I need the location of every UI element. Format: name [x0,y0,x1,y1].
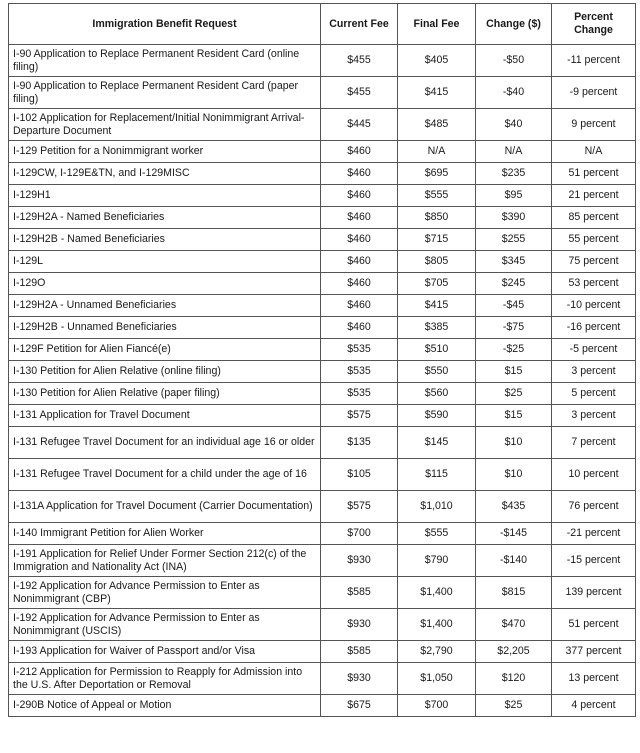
change-cell: -$145 [476,523,552,545]
current-fee-cell: $535 [321,383,398,405]
change-cell: -$140 [476,545,552,577]
benefit-cell: I-129F Petition for Alien Fiancé(e) [9,339,321,361]
table-row [9,229,636,251]
percent-cell: -16 percent [552,317,636,339]
table-row [9,251,636,273]
table-row [9,609,636,641]
benefit-cell: I-102 Application for Replacement/Initial Nonimmigrant Arrival-Departure Document [9,109,321,141]
final-fee-cell: $385 [398,317,476,339]
current-fee-cell: $535 [321,339,398,361]
change-cell: $815 [476,577,552,609]
current-fee-cell: $535 [321,361,398,383]
change-cell: $95 [476,185,552,207]
percent-cell: -10 percent [552,295,636,317]
change-cell: -$45 [476,295,552,317]
change-cell: $390 [476,207,552,229]
change-cell: -$75 [476,317,552,339]
current-fee-cell: $675 [321,695,398,717]
percent-cell: N/A [552,141,636,163]
table-body [9,45,636,717]
change-cell: $25 [476,383,552,405]
final-fee-cell: $590 [398,405,476,427]
percent-cell: 3 percent [552,405,636,427]
benefit-cell: I-129H2A - Named Beneficiaries [9,207,321,229]
final-fee-cell: $850 [398,207,476,229]
final-fee-cell: $560 [398,383,476,405]
benefit-cell: I-129H2B - Unnamed Beneficiaries [9,317,321,339]
benefit-cell: I-129L [9,251,321,273]
benefit-cell: I-192 Application for Advance Permission to Enter as Nonimmigrant (CBP) [9,577,321,609]
percent-cell: -21 percent [552,523,636,545]
current-fee-cell: $460 [321,251,398,273]
change-cell: -$50 [476,45,552,77]
percent-cell: 75 percent [552,251,636,273]
final-fee-cell: $705 [398,273,476,295]
percent-cell: -11 percent [552,45,636,77]
table-row [9,405,636,427]
table-row [9,361,636,383]
final-fee-cell: N/A [398,141,476,163]
header-benefit: Immigration Benefit Request [9,4,321,45]
benefit-cell: I-140 Immigrant Petition for Alien Worker [9,523,321,545]
change-cell: $245 [476,273,552,295]
header-percent-change: Percent Change [552,4,636,45]
change-cell: $15 [476,405,552,427]
table-row [9,695,636,717]
final-fee-cell: $715 [398,229,476,251]
change-cell: $10 [476,427,552,459]
current-fee-cell: $460 [321,207,398,229]
final-fee-cell: $115 [398,459,476,491]
change-cell: $470 [476,609,552,641]
table-row [9,295,636,317]
current-fee-cell: $700 [321,523,398,545]
benefit-cell: I-131 Application for Travel Document [9,405,321,427]
table-row [9,545,636,577]
table-row [9,207,636,229]
percent-cell: 13 percent [552,663,636,695]
change-cell: $40 [476,109,552,141]
final-fee-cell: $700 [398,695,476,717]
table-row [9,459,636,491]
table-header-row [9,4,636,45]
current-fee-cell: $930 [321,545,398,577]
current-fee-cell: $930 [321,609,398,641]
benefit-cell: I-129 Petition for a Nonimmigrant worker [9,141,321,163]
benefit-cell: I-212 Application for Permission to Reapply for Admission into the U.S. After Deportation or Removal [9,663,321,695]
final-fee-cell: $555 [398,185,476,207]
percent-cell: 377 percent [552,641,636,663]
percent-cell: 51 percent [552,163,636,185]
header-current-fee: Current Fee [321,4,398,45]
percent-cell: 53 percent [552,273,636,295]
current-fee-cell: $460 [321,185,398,207]
percent-cell: 3 percent [552,361,636,383]
change-cell: -$25 [476,339,552,361]
benefit-cell: I-129H2A - Unnamed Beneficiaries [9,295,321,317]
change-cell: $345 [476,251,552,273]
table-row [9,339,636,361]
benefit-cell: I-129O [9,273,321,295]
current-fee-cell: $575 [321,405,398,427]
percent-cell: -5 percent [552,339,636,361]
final-fee-cell: $1,050 [398,663,476,695]
change-cell: $255 [476,229,552,251]
benefit-cell: I-131 Refugee Travel Document for an individual age 16 or older [9,427,321,459]
change-cell: $25 [476,695,552,717]
table-row [9,317,636,339]
change-cell: $235 [476,163,552,185]
table-row [9,163,636,185]
change-cell: $435 [476,491,552,523]
final-fee-cell: $550 [398,361,476,383]
current-fee-cell: $460 [321,273,398,295]
percent-cell: -9 percent [552,77,636,109]
current-fee-cell: $460 [321,141,398,163]
benefit-cell: I-191 Application for Relief Under Former Section 212(c) of the Immigration and Nationality Act (INA) [9,545,321,577]
benefit-cell: I-290B Notice of Appeal or Motion [9,695,321,717]
benefit-cell: I-90 Application to Replace Permanent Resident Card (online filing) [9,45,321,77]
final-fee-cell: $1,400 [398,609,476,641]
final-fee-cell: $1,010 [398,491,476,523]
current-fee-cell: $575 [321,491,398,523]
percent-cell: 5 percent [552,383,636,405]
final-fee-cell: $485 [398,109,476,141]
final-fee-cell: $790 [398,545,476,577]
table-row [9,141,636,163]
fee-table [8,3,636,717]
table-row [9,185,636,207]
current-fee-cell: $460 [321,229,398,251]
current-fee-cell: $585 [321,641,398,663]
current-fee-cell: $455 [321,45,398,77]
final-fee-cell: $695 [398,163,476,185]
benefit-cell: I-131A Application for Travel Document (Carrier Documentation) [9,491,321,523]
table-row [9,641,636,663]
current-fee-cell: $460 [321,317,398,339]
percent-cell: 85 percent [552,207,636,229]
final-fee-cell: $1,400 [398,577,476,609]
current-fee-cell: $105 [321,459,398,491]
percent-cell: 51 percent [552,609,636,641]
percent-cell: 55 percent [552,229,636,251]
benefit-cell: I-129H2B - Named Beneficiaries [9,229,321,251]
benefit-cell: I-130 Petition for Alien Relative (online filing) [9,361,321,383]
current-fee-cell: $445 [321,109,398,141]
benefit-cell: I-130 Petition for Alien Relative (paper filing) [9,383,321,405]
current-fee-cell: $930 [321,663,398,695]
table-row [9,273,636,295]
final-fee-cell: $145 [398,427,476,459]
table-row [9,109,636,141]
table-row [9,491,636,523]
final-fee-cell: $510 [398,339,476,361]
change-cell: $120 [476,663,552,695]
final-fee-cell: $415 [398,77,476,109]
percent-cell: 76 percent [552,491,636,523]
benefit-cell: I-129H1 [9,185,321,207]
current-fee-cell: $135 [321,427,398,459]
current-fee-cell: $455 [321,77,398,109]
current-fee-cell: $585 [321,577,398,609]
percent-cell: 139 percent [552,577,636,609]
change-cell: $10 [476,459,552,491]
percent-cell: 21 percent [552,185,636,207]
table-row [9,427,636,459]
final-fee-cell: $415 [398,295,476,317]
benefit-cell: I-192 Application for Advance Permission to Enter as Nonimmigrant (USCIS) [9,609,321,641]
header-change: Change ($) [476,4,552,45]
percent-cell: 10 percent [552,459,636,491]
current-fee-cell: $460 [321,295,398,317]
change-cell: N/A [476,141,552,163]
table-row [9,383,636,405]
table-row [9,577,636,609]
final-fee-cell: $805 [398,251,476,273]
percent-cell: 4 percent [552,695,636,717]
final-fee-cell: $555 [398,523,476,545]
change-cell: $2,205 [476,641,552,663]
benefit-cell: I-90 Application to Replace Permanent Resident Card (paper filing) [9,77,321,109]
final-fee-cell: $405 [398,45,476,77]
percent-cell: 7 percent [552,427,636,459]
benefit-cell: I-193 Application for Waiver of Passport and/or Visa [9,641,321,663]
change-cell: -$40 [476,77,552,109]
current-fee-cell: $460 [321,163,398,185]
header-final-fee: Final Fee [398,4,476,45]
table-row [9,523,636,545]
table-row [9,663,636,695]
benefit-cell: I-131 Refugee Travel Document for a child under the age of 16 [9,459,321,491]
benefit-cell: I-129CW, I-129E&TN, and I-129MISC [9,163,321,185]
percent-cell: 9 percent [552,109,636,141]
final-fee-cell: $2,790 [398,641,476,663]
table-row [9,77,636,109]
table-row [9,45,636,77]
percent-cell: -15 percent [552,545,636,577]
change-cell: $15 [476,361,552,383]
